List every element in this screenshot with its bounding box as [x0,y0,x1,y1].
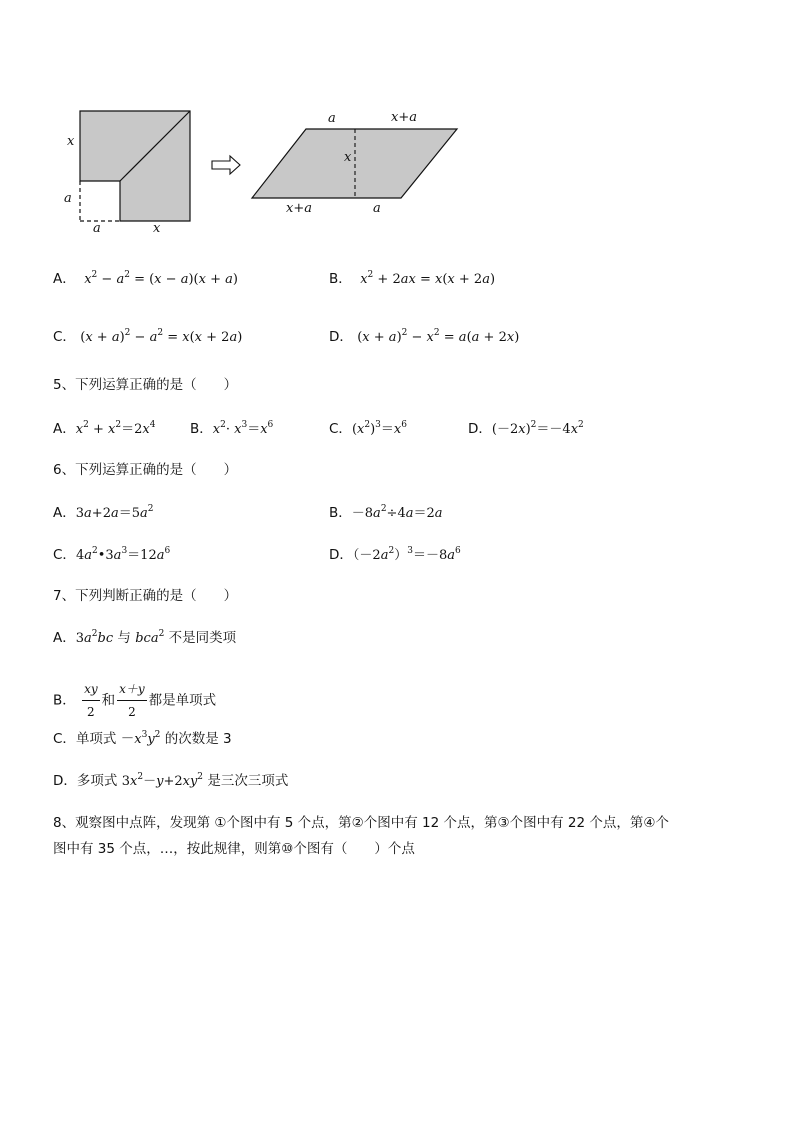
q6-option-b: B．$-8a^2\div 4a=2a$ [329,504,443,521]
q7-option-c: C．单项式 $-x^3y^2$ 的次数是 3 [53,730,232,747]
q7-stem: 7、下列判断正确的是（ ） [53,588,238,604]
q5-stem: 5、下列运算正确的是（ ） [53,377,238,393]
q6-stem: 6、下列运算正确的是（ ） [53,462,238,478]
q5-option-b: B．$x^2\cdot x^3=x^6$ [190,420,274,437]
q4-formula-b: $x^2 + 2ax = x(x + 2a)$ [360,270,496,287]
q6-option-a: A．$3a+2a=5a^2$ [53,504,154,521]
q7-option-a: A．$3a^2bc$ 与 bca$^2$ 不是同类项 [53,629,237,646]
q4-option-d: D． $(x + a)^2 - x^2 = a(a + 2x)$ [329,328,520,345]
q6-option-c: C．$4a^2•3a^3=12a^6$ [53,546,171,563]
q5-option-d: D．$(-2x)^2=-4x^2$ [468,420,584,437]
fraction-x-plus-y-over-2: $\frac{x+y}{2}$ [117,678,147,723]
q8-line-1: 8、观察图中点阵，发现第 ①个图中有 5 个点，第②个图中有 12 个点，第③个图中有 22 个点，第④个 [53,815,669,831]
q7-option-b: B． $\frac{xy}{2}$ 和 $\frac{x+y}{2}$ 都是单项式 [53,678,216,723]
left-label-a-side: a [64,191,72,206]
right-label-x-height: x [344,150,352,165]
right-label-xa-bottom: x+a [286,201,312,216]
right-label-xa-top: x+a [391,110,417,125]
right-label-a-bottom: a [373,201,381,216]
fraction-xy-over-2: $\frac{xy}{2}$ [82,678,100,723]
q4-option-b: B． $x^2 + 2ax = x(x + 2a)$ [329,270,496,287]
q4-formula-c: $(x + a)^2 - a^2 = x(x + 2a)$ [80,328,243,345]
q4-option-c: C． $(x + a)^2 - a^2 = x(x + 2a)$ [53,328,243,345]
q4-formula-a: $x^2 - a^2 = (x - a)(x + a)$ [84,270,238,287]
double-outline-right-arrow-icon [212,156,240,174]
q6-option-d: D．$(-2a^2)^3=-8a^6$ [329,546,461,563]
q5-option-c: C．$(x^2)^3=x^6$ [329,420,407,437]
q4-option-a: A． $x^2 - a^2 = (x - a)(x + a)$ [53,270,238,287]
left-label-a-bottom: a [93,221,101,236]
left-label-x-side: x [67,134,75,149]
q8-line-2: 图中有 35 个点，…，按此规律，则第⑩个图有（ ）个点 [53,841,415,857]
q4-formula-d: $(x + a)^2 - x^2 = a(a + 2x)$ [357,328,520,345]
q7-option-d: D．多项式 $3x^2-y+2xy^2$ 是三次三项式 [53,772,289,789]
q5-option-a: A．$x^2 + x^2=2x^4$ [53,420,156,437]
left-label-x-bottom: x [153,221,161,236]
geometry-figure [0,0,794,250]
right-label-a-top: a [328,111,336,126]
